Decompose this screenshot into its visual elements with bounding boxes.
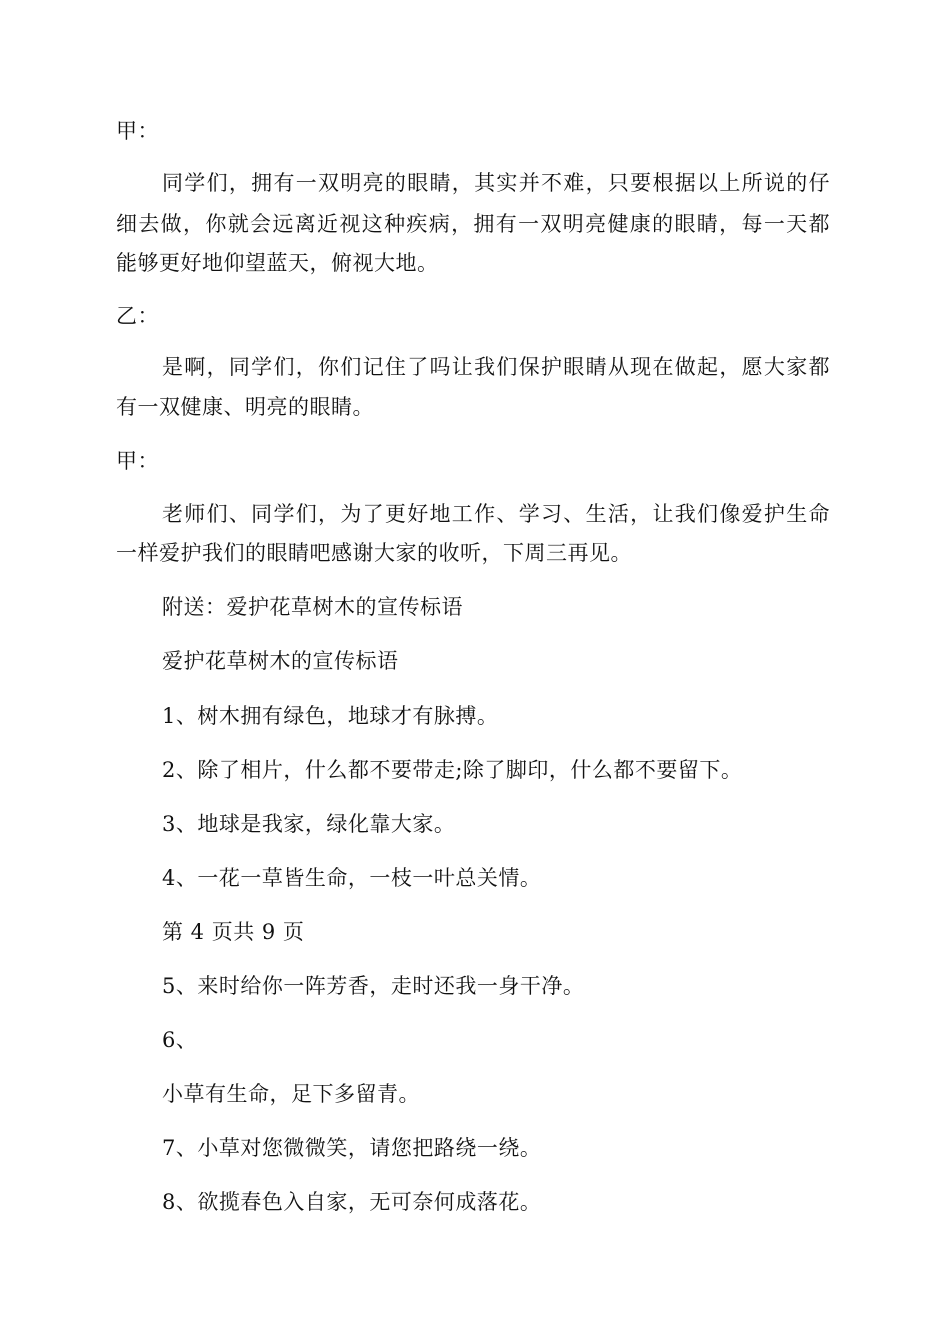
- slogan-item: 4、一花一草皆生命，一枝一叶总关情。: [162, 866, 542, 890]
- paragraph-line: 有一双健康、明亮的眼睛。: [116, 395, 374, 419]
- speaker-label-jia: 甲：: [116, 449, 159, 473]
- slogan-section-title: 爱护花草树木的宣传标语: [162, 649, 399, 673]
- paragraph-line: 一样爱护我们的眼睛吧感谢大家的收听，下周三再见。: [116, 541, 632, 565]
- page-number: 第 4 页共 9 页: [162, 920, 305, 944]
- slogan-item: 7、小草对您微微笑，请您把路绕一绕。: [162, 1136, 542, 1160]
- paragraph-line: 老师们、同学们，为了更好地工作、学习、生活，让我们像爱护生命: [162, 502, 830, 526]
- paragraph-line: 细去做，你就会远离近视这种疾病，拥有一双明亮健康的眼睛，每一天都: [116, 212, 830, 236]
- speaker-label-jia: 甲：: [116, 119, 159, 143]
- slogan-item: 2、除了相片，什么都不要带走;除了脚印，什么都不要留下。: [162, 758, 743, 782]
- paragraph-line: 是啊，同学们，你们记住了吗让我们保护眼睛从现在做起，愿大家都: [162, 355, 830, 379]
- appendix-heading: 附送：爱护花草树木的宣传标语: [162, 595, 463, 619]
- slogan-item: 小草有生命，足下多留青。: [162, 1082, 420, 1106]
- slogan-item: 3、地球是我家，绿化靠大家。: [162, 812, 456, 836]
- slogan-item: 8、欲揽春色入自家，无可奈何成落花。: [162, 1190, 542, 1214]
- paragraph-line: 能够更好地仰望蓝天，俯视大地。: [116, 251, 439, 275]
- paragraph-line: 同学们，拥有一双明亮的眼睛，其实并不难，只要根据以上所说的仔: [162, 171, 830, 195]
- slogan-item: 1、树木拥有绿色，地球才有脉搏。: [162, 704, 499, 728]
- speaker-label-yi: 乙：: [116, 304, 159, 328]
- slogan-item: 5、来时给你一阵芳香，走时还我一身干净。: [162, 974, 585, 998]
- slogan-item-number: 6、: [162, 1028, 198, 1052]
